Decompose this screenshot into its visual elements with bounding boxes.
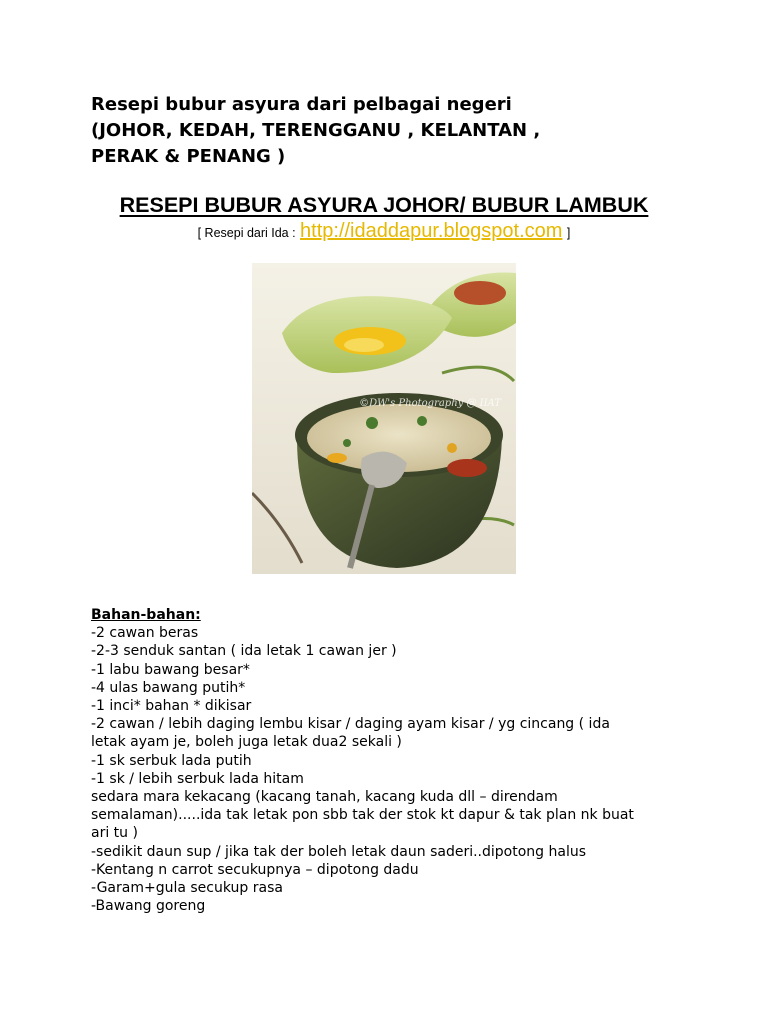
document-title-line: Resepi bubur asyura dari pelbagai negeri: [91, 94, 512, 115]
bubur-photo: [252, 263, 516, 574]
chilli-garnish: [447, 459, 487, 477]
ingredient-line: sedara mara kekacang (kacang tanah, kacang kuda dll – direndam: [91, 789, 558, 806]
ingredient-line: -Garam+gula secukup rasa: [91, 880, 283, 897]
ingredient-line: -2 cawan beras: [91, 625, 199, 642]
ingredient-line: -Kentang n carrot secukupnya – dipotong dadu: [91, 861, 419, 878]
ingredient-line: -1 labu bawang besar*: [91, 661, 250, 678]
ingredient-line: letak ayam je, boleh juga letak dua2 sekali ): [91, 734, 402, 751]
herb: [343, 439, 351, 447]
chilli-flakes: [454, 281, 506, 305]
document-title-line: (JOHOR, KEDAH, TERENGGANU , KELANTAN ,: [91, 120, 541, 141]
source-prefix: [ Resepi dari Ida :: [197, 226, 296, 240]
recipe-title: RESEPI BUBUR ASYURA JOHOR/ BUBUR LAMBUK: [119, 193, 649, 217]
ingredient-line: -sedikit daun sup / jika tak der boleh letak daun saderi..dipotong halus: [91, 843, 586, 860]
ingredients-heading: Bahan-bahan:: [91, 607, 201, 623]
ingredient-line: -1 sk serbuk lada putih: [91, 752, 252, 769]
ingredient-line: -2-3 senduk santan ( ida letak 1 cawan jer ): [91, 643, 397, 660]
herb: [366, 417, 378, 429]
herb: [417, 416, 427, 426]
ingredient-line: -Bawang goreng: [91, 898, 206, 915]
ingredient-line: -1 inci* bahan * dikisar: [91, 698, 252, 715]
recipe-source: [0, 220, 768, 243]
ingredient-line: -1 sk / lebih serbuk lada hitam: [91, 770, 304, 787]
source-suffix: ]: [566, 226, 571, 240]
document-title: [91, 92, 691, 170]
ingredients-list: [91, 606, 691, 915]
ingredient-line: -4 ulas bawang putih*: [91, 679, 246, 696]
egg-highlight: [344, 338, 384, 352]
ingredient-line: -2 cawan / lebih daging lembu kisar / daging ayam kisar / yg cincang ( ida: [91, 716, 610, 733]
ingredient-line: ari tu ): [91, 825, 138, 842]
ingredient-line: semalaman).....ida tak letak pon sbb tak der stok kt dapur & tak plan nk buat: [91, 807, 634, 824]
document-title-line: PERAK & PENANG ): [91, 146, 286, 167]
photo-watermark: ©DW's Photography @ IIAT: [359, 398, 501, 409]
egg-garnish: [447, 443, 457, 453]
egg-garnish: [327, 453, 347, 463]
source-link[interactable]: http://idaddapur.blogspot.com: [300, 220, 563, 242]
